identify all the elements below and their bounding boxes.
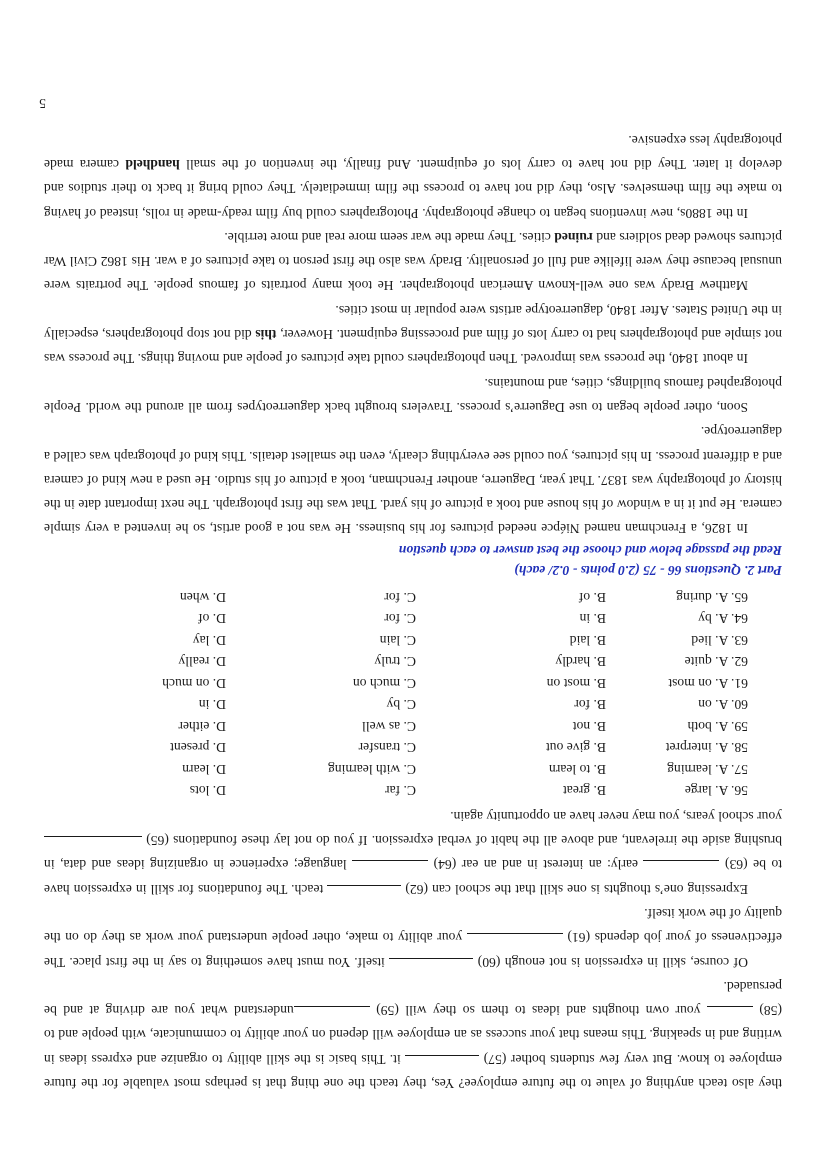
option-a: 59. A. both [687, 718, 748, 734]
option-b: B. laid [569, 632, 606, 648]
option-b: B. of [578, 589, 606, 605]
option-a: 58. A. interpret [665, 740, 748, 756]
blank-58 [707, 1006, 753, 1021]
blank-62 [327, 885, 401, 900]
passage1-paragraph-2: Of course, skill in expression is not enough (60) itself. You must have something to say in the first place. The effectiveness of your job depends (61) your ability to make, other people understand your work as they do on the quality of the work itself. [44, 901, 782, 974]
options-row [43, 586, 748, 608]
blank-63 [644, 860, 720, 875]
blank-61 [467, 933, 563, 948]
blank-57 [405, 1055, 479, 1070]
option-c: C. transfer [358, 740, 416, 756]
option-d: D. when [179, 589, 226, 605]
options-row [43, 694, 748, 716]
option-d: D. of [198, 611, 226, 627]
page-number: 5 [39, 96, 46, 111]
part-2-instruction: Read the passage below and choose the best answer to each question [398, 543, 782, 559]
part-2-title: Part 2. Questions 66 - 75 (2.0 points - 0.2/ each) [514, 563, 782, 579]
passage2-paragraph-5: In the 1880s, new inventions began to change photography. Photographers could buy film ready-made in rolls, instead of having to make the film themselves. Also, they did not have to process the film immediately. They could bring it back to their studios and develop it later. They did not have to carry lots of equipment. And finally, the invention of the small handheld camera made photography less expensive. [44, 132, 782, 221]
option-d: D. either [178, 718, 226, 734]
option-c: C. by [386, 697, 416, 713]
blank-59 [294, 1006, 370, 1021]
bold-word-handheld: handheld [125, 156, 180, 172]
option-d: D. present [170, 740, 226, 756]
option-b: B. hardly [555, 654, 606, 670]
option-b: B. give out [545, 740, 606, 756]
option-c: C. far [385, 783, 416, 799]
option-d: D. lots [189, 783, 226, 799]
option-d: D. learn [182, 761, 226, 777]
passage2-paragraph-4: Matthew Brady was one well-known American photographer. He took many portraits of famous people. The portraits were unusual because they were lifelike and full of personality. Brady was also the first person to take pictures of a war. His 1862 Civil War pictures showed dead soldiers and ruined cities. They made the war seem more real and more terrible. [44, 229, 782, 294]
option-d: D. lay [192, 632, 226, 648]
option-b: B. to learn [548, 761, 606, 777]
option-a: 56. A. large [684, 783, 748, 799]
options-row [43, 780, 748, 802]
passage1-paragraph-3: Expressing one’s thoughts is one skill that the school can (62) teach. The foundations for skill in expression have to be (63) early: an interest in and an ear (64) language; experience in organizing ideas and data, in brushing aside the irrelevant, and above all the habit of verbal expression. If you do not lay these foundations (65) your school years, you may never have an opportunity again. [44, 803, 782, 900]
blank-60 [389, 958, 473, 973]
page-content [44, 127, 782, 1095]
option-b: B. great [562, 783, 606, 799]
option-b: B. most on [546, 675, 606, 691]
options-row [43, 715, 748, 737]
passage1-paragraph-1: they also teach anything of value to the future employee? Yes, they teach the one thing that is perhaps most valuable for the future employee to know. But very few students bother (57) it. This basic is the skill ability to organize and express ideas in writing and in speaking. This means that your success as an employee will depend on your ability to communicate, with people and to (58) your own thoughts and ideas to them so they will (59) understand what you are driving at and be persuaded. [43, 978, 782, 1091]
blank-64 [352, 860, 428, 875]
option-d: D. on much [162, 675, 226, 691]
option-d: D. in [198, 697, 226, 713]
bold-word-ruined: ruined [554, 229, 593, 245]
options-row [43, 608, 748, 630]
passage2-paragraph-3: In about 1840, the process was improved. Then photographers could take pictures of people and moving things. The process was not simple and photographers had to carry lots of film and processing equipment. However, this did not stop photographers, especially in the United States. After 1840, daguerreotype artists were popular in most cities. [44, 302, 782, 367]
option-c: C. for [384, 611, 416, 627]
answer-options-table [43, 586, 748, 801]
option-b: B. not [572, 718, 606, 734]
option-a: 63. A. lied [691, 632, 748, 648]
option-a: 57. A. learning [667, 761, 748, 777]
options-row [43, 629, 748, 651]
option-c: C. as well [362, 718, 416, 734]
options-row [43, 758, 748, 780]
option-a: 61. A. on most [668, 675, 748, 691]
option-b: B. for [574, 697, 606, 713]
passage2-paragraph-1: In 1826, a Frenchman named Niépce needed pictures for his business. He was not a good artist, so he invented a very simple camera. He put it in a window of his house and took a picture of his yard. That was the first photograph. The next important date in the history of photography was 1837. That year, Daguerre, another Frenchman, took a picture of his studio. He used a new kind of camera and a different process. In his pictures, you could see everything clearly, even the smallest details. This kind of photograph was called a daguerreotype. [44, 424, 782, 537]
blank-65 [44, 836, 142, 851]
option-b: B. in [579, 611, 606, 627]
option-a: 65. A. during [676, 589, 748, 605]
options-row [43, 672, 748, 694]
option-c: C. lain [379, 632, 416, 648]
option-a: 60. A. on [698, 697, 748, 713]
option-c: C. much on [352, 675, 416, 691]
options-row [43, 737, 748, 759]
option-a: 64. A. by [698, 611, 748, 627]
option-c: C. for [384, 589, 416, 605]
bold-word-this: this [255, 327, 277, 343]
option-c: C. with learning [328, 761, 416, 777]
passage2-paragraph-2: Soon, other people began to use Daguerre’s process. Travelers brought back daguerreotypes from all around the world. People photographed famous buildings, cities, and mountains. [44, 375, 782, 415]
options-row [43, 651, 748, 673]
option-d: D. really [178, 654, 226, 670]
option-a: 62. A. quite [684, 654, 748, 670]
option-c: C. truly [374, 654, 416, 670]
